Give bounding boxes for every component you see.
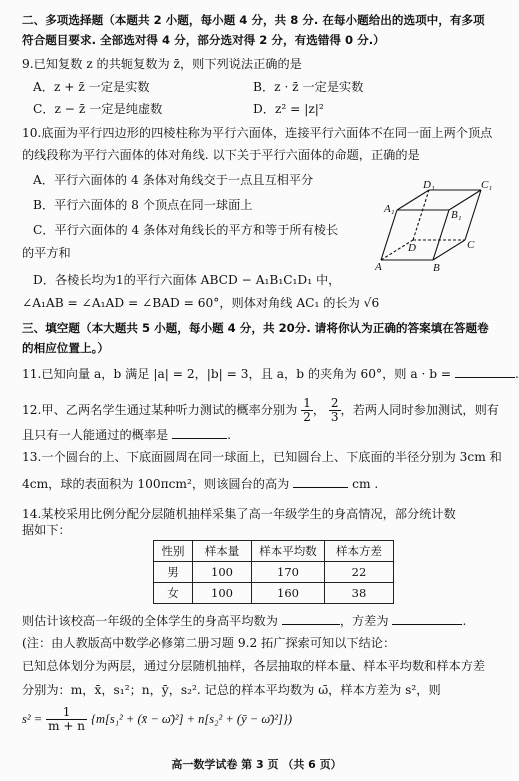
table-row [154,583,394,604]
table-cell: 160 [252,583,325,604]
parallelepiped-figure [375,178,505,273]
page-footer: 高一数学试卷 第 3 页 （共 6 页） [171,758,342,771]
q9-option-d: D．z² = |z|² [253,102,324,116]
q12-fraction-1: $\frac{1}{2}$ [303,396,311,424]
q14-note-line3: 分别为：m，x̄，s₁²；n，ȳ，s₂². 记总的样本平均数为 ω̄，样本方差为 s²，则 [22,683,441,697]
q10-option-c-line1: C．平行六面体的 4 条体对角线长的平方和等于所有棱长 [33,223,339,237]
q10-option-c-line2: 的平方和 [22,246,71,260]
table-cell: 38 [325,583,394,604]
table-cell: 女 [154,583,193,604]
table-cell: 男 [154,562,193,583]
section-2-heading-line2: 符合题目要求. 全部选对得 4 分，部分选对得 2 分，有选错得 0 分.） [22,33,385,47]
q9-stem: 9.已知复数 z 的共轭复数为 z̄，则下列说法正确的是 [22,57,302,71]
stats-table [153,540,394,604]
q10-stem-line2: 的线段称为平行六面体的体对角线. 以下关于平行六面体的命题，正确的是 [22,148,420,162]
q13-line1: 13.一个圆台的上、下底面圆周在同一球面上，已知圆台上、下底面的半径分别为 3cm 和 [22,450,502,464]
q14-note-line2: 已知总体划分为两层，通过分层随机抽样，各层抽取的样本量、样本平均数和样本方差 [22,659,486,673]
label-a1: A₁ [384,203,395,215]
q14-note-line1: (注：由人教版高中数学必修第二册习题 9.2 拓广探索可知以下结论： [22,636,396,650]
label-d1: D₁ [423,179,435,191]
label-a: A [375,261,382,273]
q14-mean-blank[interactable] [282,612,340,625]
q12-text: 12.甲、乙两名学生通过某种听力测试的概率分别为 [22,403,298,417]
q14-line3: 则估计该校高一年级的全体学生的身高平均数为 ，方差为 . [22,614,467,628]
q13-answer-blank[interactable] [293,475,348,488]
q9-option-a: A．z + z̄ 一定是实数 [33,80,150,94]
table-header-cell: 样本方差 [325,541,394,562]
q14-line1: 14.某校采用比例分配分层随机抽样采集了高一年级学生的身高情况，部分统计数 [22,507,456,521]
q11-period: . [515,367,519,381]
label-d: D [408,242,416,254]
q14-line2: 据如下： [22,523,71,537]
table-cell: 100 [193,562,252,583]
q12-text-post: ，若两人同时参加测试，则有 [340,403,499,417]
q12-answer-blank[interactable] [172,426,227,439]
q12-fraction-2: $\frac{2}{3}$ [330,396,339,424]
table-cell: 100 [193,583,252,604]
section-3-heading-line1: 三、填空题（本大题共 5 小题，每小题 4 分，共 20分. 请将你认为正确的答案填在答题卷 [22,321,489,335]
variance-formula: s² = $\frac{1}{m + n}$ {m[s₁² + (x̄ − ω̄)²] + n[s₂² + (ȳ − ω̄)²]}) [22,705,293,733]
label-c: C [467,239,475,251]
formula-fraction: $\frac{1}{m + n}$ [48,705,85,733]
q10-stem-line1: 10.底面为平行四边形的四棱柱称为平行六面体，连接平行六面体不在同一面上两个顶点 [22,126,493,140]
q9-option-b: B．z · z̄ 一定是实数 [253,80,364,94]
q10-option-a: A．平行六面体的 4 条体对角线交于一点且互相平分 [33,173,314,187]
section-3-heading-line2: 的相应位置上。） [22,341,109,355]
table-row [154,562,394,583]
q12-line1: 12.甲、乙两名学生通过某种听力测试的概率分别为 $\frac{1}{2}$ ， $\frac{2}{3}$ ，若两人同时参加测试，则有 [22,396,499,424]
table-cell: 170 [252,562,325,583]
q11-answer-blank[interactable] [455,365,515,378]
q10-option-d-line1: D．各棱长均为1的平行六面体 ABCD − A₁B₁C₁D₁ 中， [33,273,341,287]
q10-option-b: B．平行六面体的 8 个顶点在同一球面上 [33,198,253,212]
table-header-cell: 样本平均数 [252,541,325,562]
q12-line2: 且只有一人能通过的概率是 . [22,428,231,442]
table-header-row [154,541,394,562]
label-c1: C₁ [481,179,493,191]
q11 [22,365,519,382]
table-header-cell: 性别 [154,541,193,562]
section-2-heading-line1: 二、多项选择题（本题共 2 小题，每小题 4 分，共 8 分. 在每小题给出的选项中，有多项 [22,13,485,27]
q10-option-d-line2: ∠A₁AB = ∠A₁AD = ∠BAD = 60°，则体对角线 AC₁ 的长为 √6 [22,296,380,310]
q9-option-c: C．z − z̄ 一定是纯虚数 [33,102,163,116]
label-b: B [433,262,440,274]
q13-line2: 4cm，球的表面积为 100πcm²，则该圆台的高为 cm . [22,477,379,491]
q11-text: 11.已知向量 a，b 满足 |a| = 2，|b| = 3，且 a，b 的夹角为 60°，则 a · b = [22,367,452,381]
table-header-cell: 样本量 [193,541,252,562]
label-b1: B₁ [451,209,462,221]
table-cell: 22 [325,562,394,583]
q14-variance-blank[interactable] [392,612,462,625]
